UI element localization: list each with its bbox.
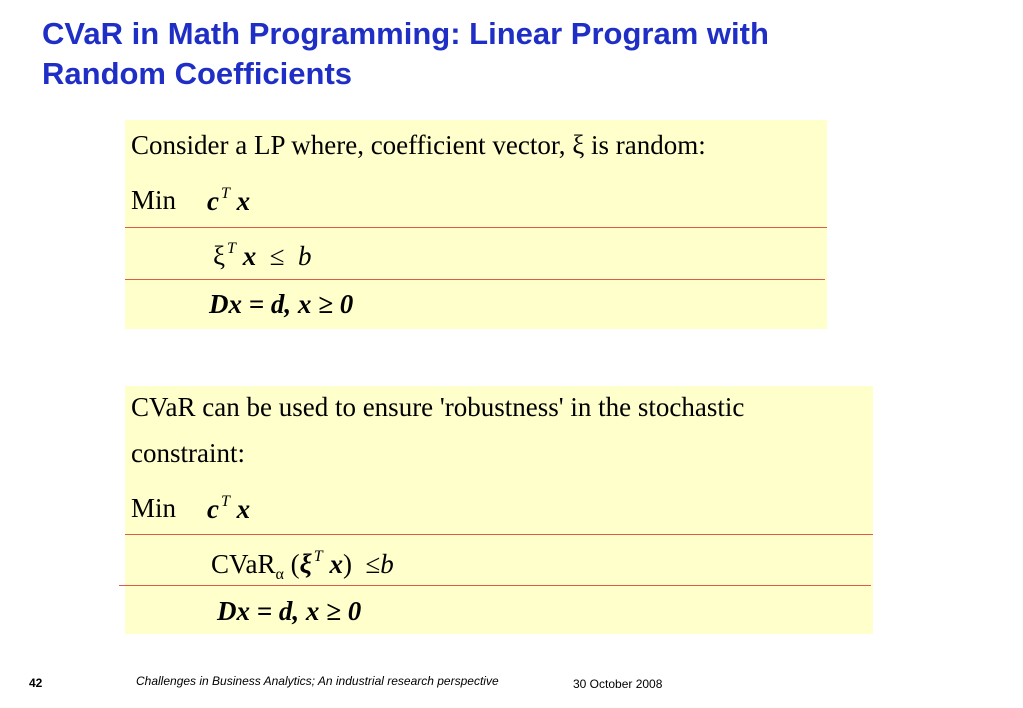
- rule-line: [125, 534, 873, 535]
- rule-line: [125, 227, 827, 228]
- slide-title-line-2: Random Coefficients: [42, 56, 353, 91]
- objective-x: x: [236, 186, 251, 216]
- objective-x: x: [236, 494, 251, 524]
- slide-title: [42, 14, 982, 94]
- footer-date: 30 October 2008: [573, 677, 663, 691]
- cvar-constraint-1: [211, 548, 394, 584]
- cvar-intro-line-1: CVaR can be used to ensure 'robustness' in the stochastic: [131, 392, 745, 422]
- rule-line: [119, 585, 871, 586]
- close-paren: ): [342, 549, 352, 579]
- cvar-min-label: Min: [131, 493, 177, 523]
- cvar-objective: [207, 493, 250, 525]
- lp-objective: [207, 185, 250, 217]
- cvar-constraint-2: Dx = d, x ≥ 0: [217, 596, 362, 626]
- page-number: 42: [29, 676, 43, 690]
- slide-title-line-1: CVaR in Math Programming: Linear Program with: [42, 16, 769, 51]
- lp-min-label: Min: [131, 185, 177, 215]
- lp-constraint-1: [213, 240, 312, 272]
- objective-transpose: T: [220, 493, 230, 510]
- rule-line: [125, 279, 825, 280]
- objective-c: c: [207, 186, 219, 216]
- lp-intro-text: Consider a LP where, coefficient vector, ξ is random:: [131, 130, 706, 160]
- open-paren: (: [290, 549, 300, 579]
- xi-transpose: T: [313, 548, 323, 565]
- lp-formulation-box: [125, 120, 827, 329]
- objective-c: c: [207, 494, 219, 524]
- leq-symbol: ≤: [365, 549, 381, 579]
- xi-symbol: ξ: [213, 241, 226, 271]
- objective-transpose: T: [220, 185, 230, 202]
- xi-symbol: ξ: [299, 549, 312, 579]
- constraint-rhs: b: [298, 241, 312, 271]
- footer-caption: Challenges in Business Analytics; An industrial research perspective: [136, 674, 499, 688]
- constraint-x: x: [242, 241, 257, 271]
- leq-symbol: ≤: [269, 241, 285, 271]
- constraint-rhs: b: [380, 549, 394, 579]
- alpha-subscript: α: [275, 566, 284, 583]
- constraint-x: x: [329, 549, 343, 579]
- xi-transpose: T: [227, 240, 236, 257]
- cvar-label: CVaR: [211, 549, 276, 579]
- lp-constraint-2: Dx = d, x ≥ 0: [209, 289, 354, 319]
- cvar-intro-line-2: constraint:: [131, 438, 245, 468]
- cvar-formulation-box: [125, 386, 873, 634]
